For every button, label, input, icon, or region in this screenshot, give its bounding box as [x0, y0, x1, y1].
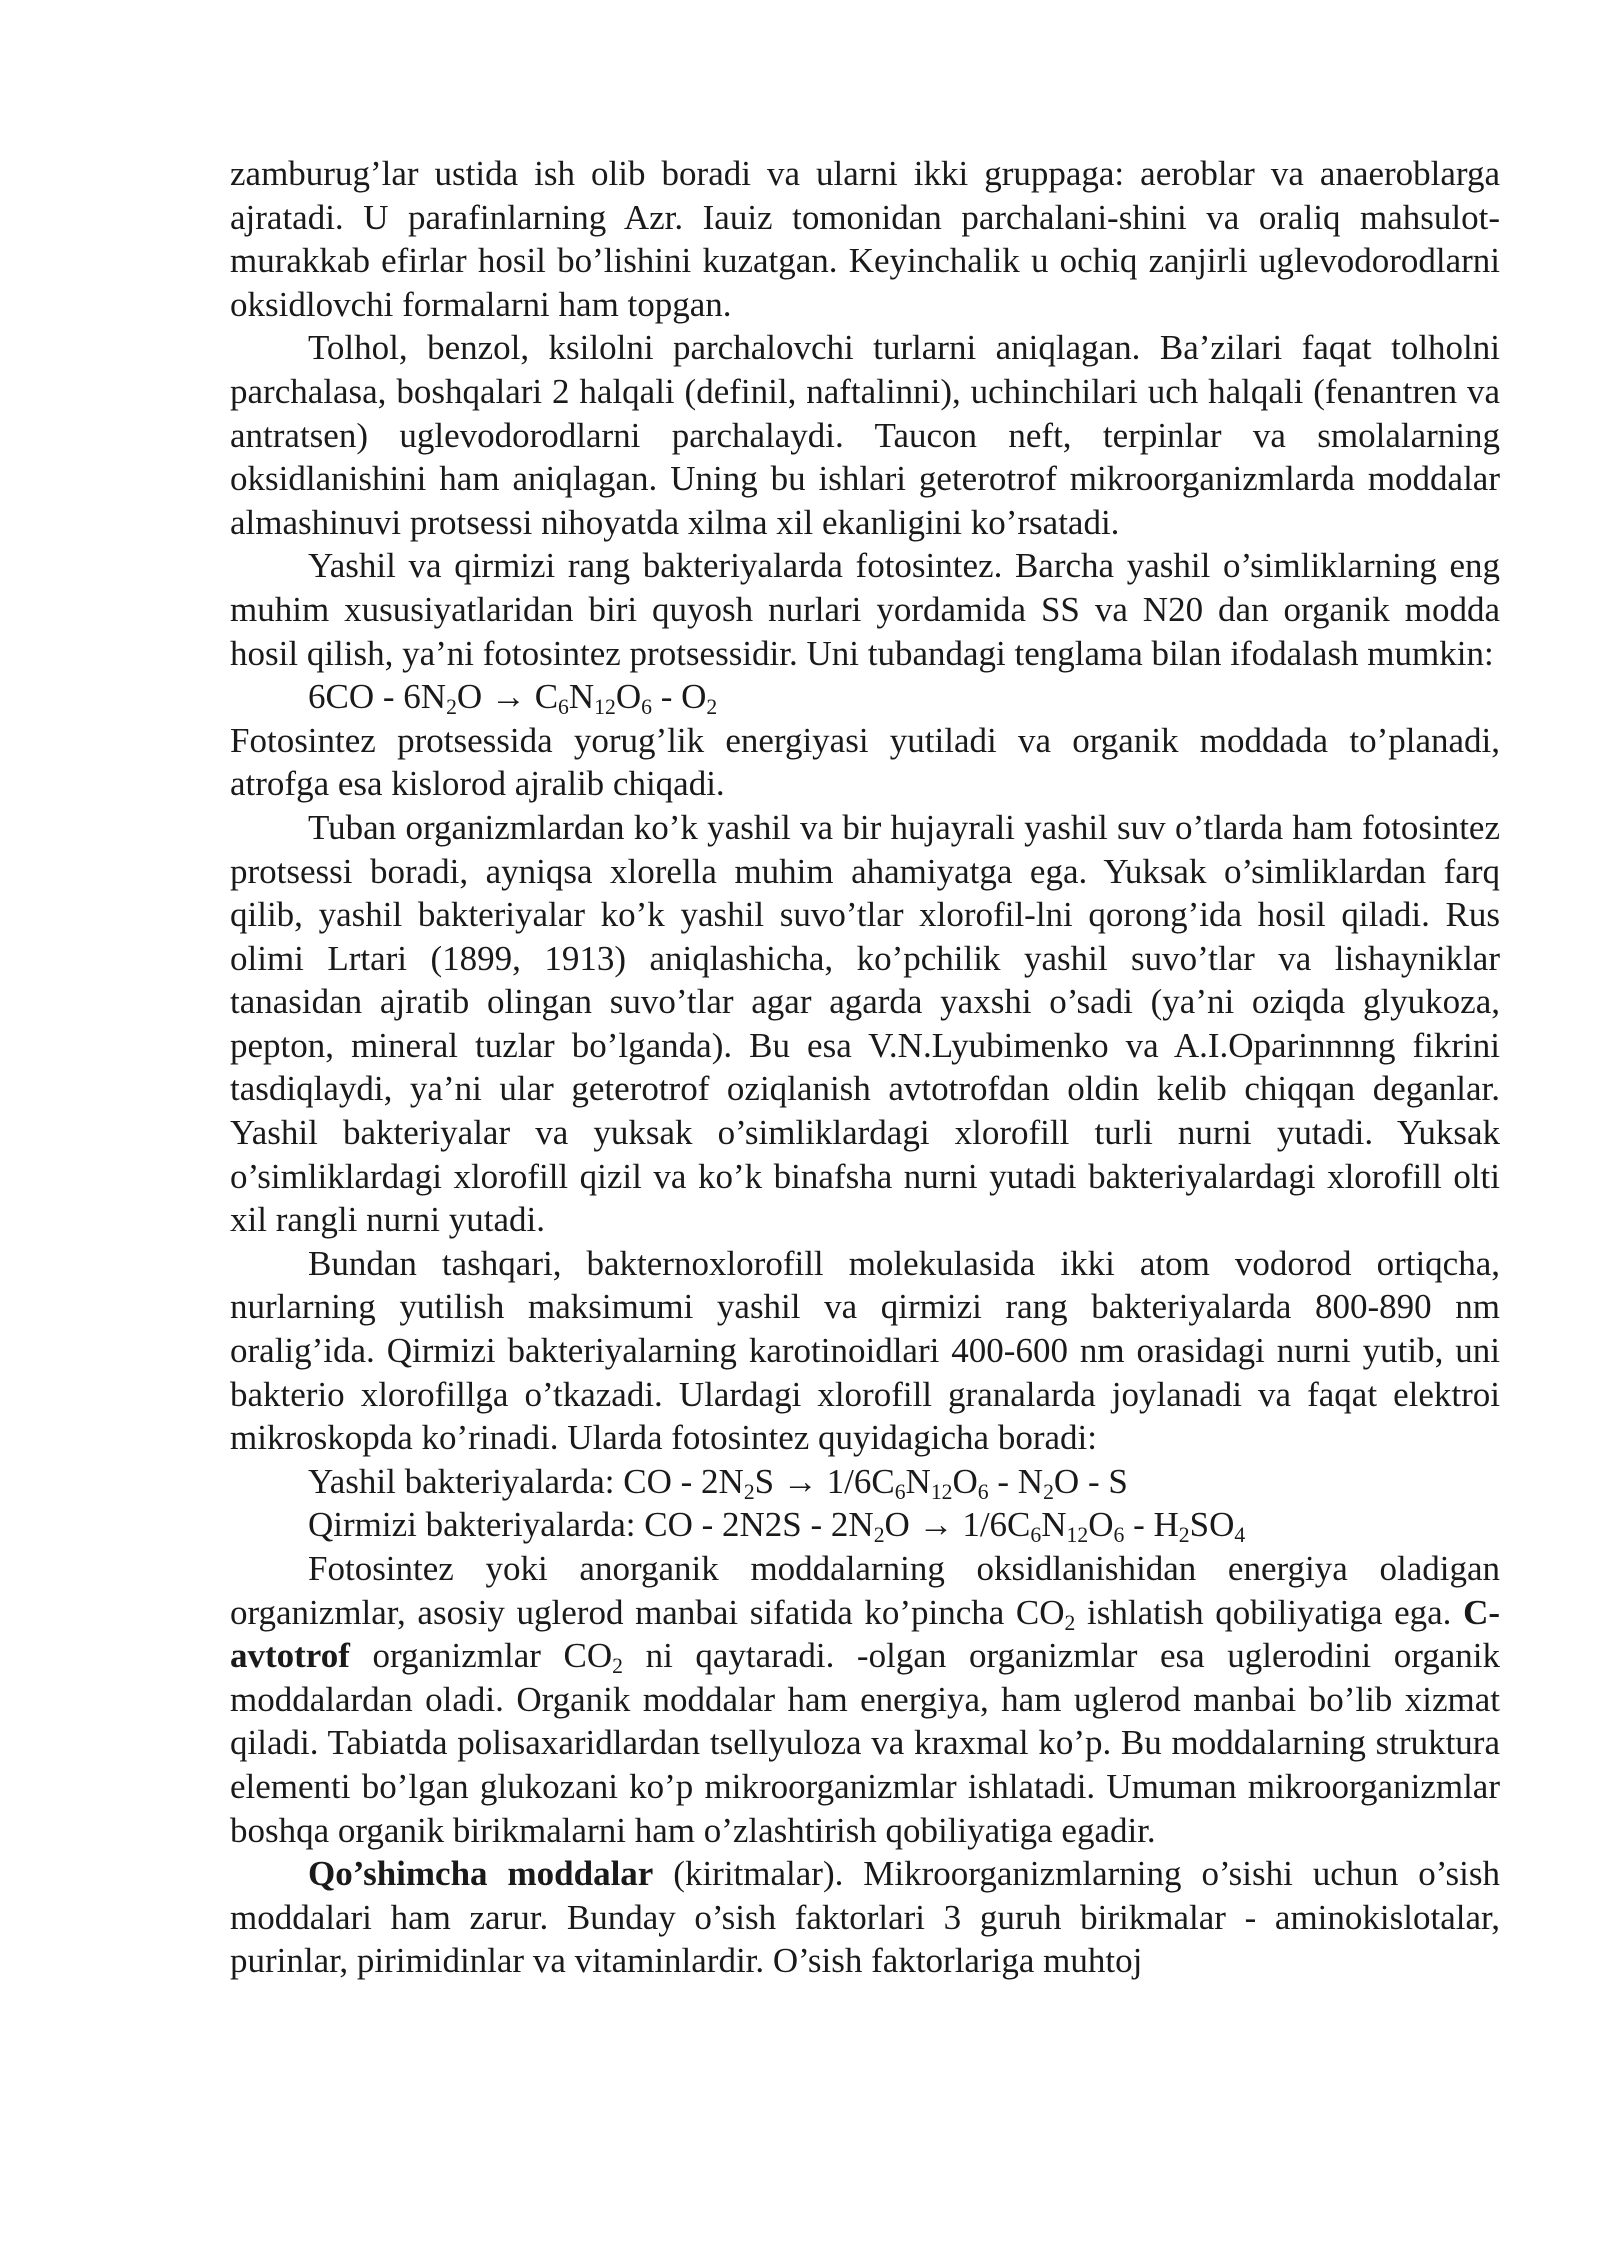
- paragraph-2: Tolhol, benzol, ksilolni parchalovchi turlarni aniqlagan. Ba’zilari faqat tolholni parchalasa, boshqalari 2 halqali (definil, naftalinni), uchinchilari uch halqali (fenantren va antratsen) uglevodorodlarni parchalaydi. Taucon neft, terpinlar va smolalarning oksidlanishini ham aniqlagan. Uning bu ishlari geterotrof mikroorganizmlarda moddalar almashinuvi protsessi nihoyatda xilma xil ekanligini ko’rsatadi.: [230, 328, 1500, 542]
- paragraph-5: Tuban organizmlardan ko’k yashil va bir hujayrali yashil suv o’tlarda ham fotosintez protsessi boradi, ayniqsa xlorella muhim ahamiyatga ega. Yuksak o’simliklardan farq qilib, yashil bakteriyalar ko’k yashil suvo’tlar xlorofil-lni qorong’ida hosil qiladi. Rus olimi Lrtari (1899, 1913) aniqlashicha, ko’pchilik yashil suvo’tlar va lishayniklar tanasidan ajratib olingan suvo’tlar agar agarda yaxshi o’sadi (ya’ni oziqda glyukoza, pepton, mineral tuzlar bo’lganda). Bu esa V.N.Lyubimenko va A.I.Oparinnnng fikrini tasdiqlaydi, ya’ni ular geterotrof oziqlanish avtotrofdan oldin kelib chiqqan deganlar. Yashil bakteriyalar va yuksak o’simliklardagi xlorofill turli nurni yutadi. Yuksak o’simliklardagi xlorofill qizil va ko’k binafsha nurni yutadi bakteriyalardagi xlorofill olti xil rangli nurni yutadi.: [230, 807, 1500, 1240]
- paragraph-7: Fotosintez yoki anorganik moddalarning oksidlanishidan energiya oladigan organizmlar, asosiy uglerod manbai sifatida ko’pincha $CO_2$ ishlatish qobiliyatiga ega. C-avtotrof organizmlar $CO_2$ ni qaytaradi. -olgan organizmlar esa uglerodini organik moddalardan oladi. Organik moddalar ham energiya, ham uglerod manbai bo’lib xizmat qiladi. Tabiatda polisaxaridlardan tsellyuloza va kraxmal ko’p. Bu moddalarning struktura elementi bo’lgan glukozani ko’p mikroorganizmlar ishlatadi. Umuman mikroorganizmlar boshqa organik birikmalarni ham o’zlashtirish qobiliyatiga egadir.: [230, 1549, 1501, 1850]
- paragraph-1: zamburug’lar ustida ish olib boradi va ularni ikki gruppaga: aeroblar va anaeroblarga ajratadi. U parafinlarning Azr. Iauiz tomonidan parchalani-shini va oraliq mahsulot-murakkab efirlar hosil bo’lishini kuzatgan. Keyinchalik u ochiq zanjirli uglevodorodlarni oksidlovchi formalarni ham topgan.: [230, 154, 1500, 324]
- arrow-icon: →: [782, 1461, 818, 1501]
- arrow-icon: →: [490, 677, 526, 717]
- arrow-icon: →: [918, 1505, 954, 1545]
- paragraph-4: Fotosintez protsessida yorug’lik energiyasi yutiladi va organik moddada to’planadi, atrofga esa kislorod ajralib chiqadi.: [230, 720, 1500, 804]
- term-c-avtotrof: C-avtotrof: [230, 1592, 1500, 1676]
- term-qoshimcha-moddalar: Qo’shimcha moddalar: [308, 1854, 654, 1894]
- green-bacteria-equation: Yashil bakteriyalarda: CO - $2N_2S \to 1/6C_6N_{12}O_6 - N_2O - S$: [308, 1461, 1128, 1504]
- purple-bacteria-equation: Qirmizi bakteriyalarda: CO - $2N2S - 2N_2O \to 1/6C_6N_{12}O_6 - H_2SO_4$: [308, 1505, 1246, 1548]
- paragraph-8: Qo’shimcha moddalar (kiritmalar). Mikroorganizmlarning o’sishi uchun o’sish moddalari ham zarur. Bunday o’sish faktorlari 3 guruh birikmalar - aminokislotalar, purinlar, pirimidinlar va vitaminlardir. O’sish faktorlariga muhtoj: [230, 1854, 1500, 1981]
- paragraph-6: Bundan tashqari, bakternoxlorofill molekulasida ikki atom vodorod ortiqcha, nurlarning yutilish maksimumi yashil va qirmizi rang bakteriyalarda 800-890 nm oralig’ida. Qirmizi bakteriyalarning karotinoidlari 400-600 nm orasidagi nurni yutib, uni bakterio xlorofillga o’tkazadi. Ulardagi xlorofill granalarda joylanadi va faqat elektroi mikroskopda ko’rinadi. Ularda fotosintez quyidagicha boradi:: [230, 1243, 1500, 1458]
- paragraph-3: Yashil va qirmizi rang bakteriyalarda fotosintez. Barcha yashil o’simliklarning eng muhim xususiyatlaridan biri quyosh nurlari yordamida SS va N20 dan organik modda hosil qilish, ya’ni fotosintez protsessidir. Uni tubandagi tenglama bilan ifodalash mumkin:: [230, 546, 1500, 673]
- photosynthesis-equation: $6CO - 6N_2O \to C_6N_{12}O_6 - O_2$: [308, 677, 718, 720]
- document-page: [230, 152, 1500, 1983]
